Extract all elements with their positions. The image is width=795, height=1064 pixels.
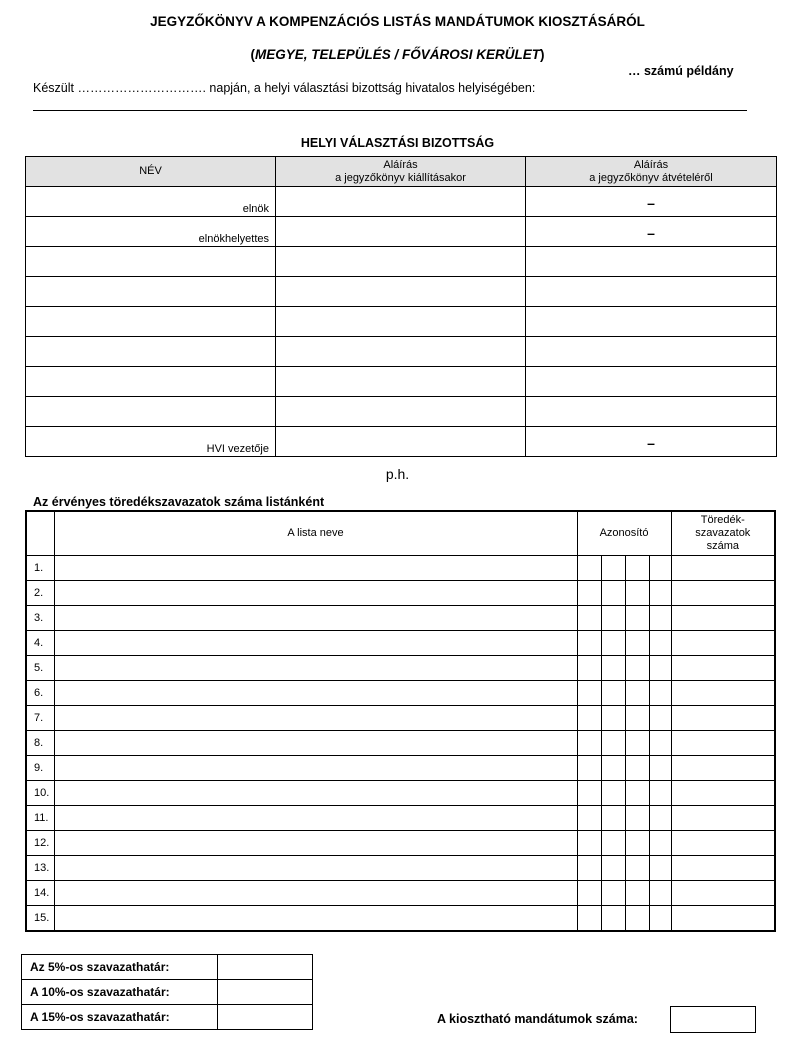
fragment-votes-cell[interactable] — [671, 581, 775, 606]
id-digit-cell[interactable] — [625, 806, 649, 831]
id-digit-cell[interactable] — [601, 806, 625, 831]
col-list-name-header: A lista neve — [54, 511, 577, 556]
name-cell[interactable] — [26, 337, 276, 367]
table-row — [26, 856, 775, 881]
signature-cell[interactable] — [276, 217, 526, 247]
signature-cell-na — [526, 187, 777, 217]
threshold-row — [22, 955, 313, 980]
list-name-cell[interactable] — [54, 656, 577, 681]
fragment-votes-cell[interactable] — [671, 856, 775, 881]
threshold-5-value[interactable] — [218, 955, 313, 980]
fragment-votes-cell[interactable] — [671, 606, 775, 631]
threshold-row — [22, 1005, 313, 1030]
fragment-votes-cell[interactable] — [671, 631, 775, 656]
fragment-votes-cell[interactable] — [671, 806, 775, 831]
list-name-cell[interactable] — [54, 706, 577, 731]
list-name-cell[interactable] — [54, 906, 577, 932]
table-row — [26, 217, 777, 247]
id-digit-cell[interactable] — [625, 756, 649, 781]
id-digit-cell[interactable] — [601, 881, 625, 906]
signature-cell[interactable] — [276, 337, 526, 367]
id-digit-cell[interactable] — [649, 731, 671, 756]
id-digit-cell[interactable] — [601, 606, 625, 631]
signature-cell-na — [526, 427, 777, 457]
table-row — [26, 556, 775, 581]
col-sign-receipt-header: Aláírás a jegyzőkönyv átvételéről — [526, 157, 777, 187]
id-digit-cell[interactable] — [625, 906, 649, 932]
id-digit-cell[interactable] — [649, 706, 671, 731]
id-digit-cell[interactable] — [577, 556, 601, 581]
name-cell[interactable] — [26, 247, 276, 277]
id-digit-cell[interactable] — [649, 606, 671, 631]
id-digit-cell[interactable] — [577, 631, 601, 656]
col-fragment-votes-header: Töredék- szavazatok száma — [671, 511, 775, 556]
id-digit-cell[interactable] — [577, 681, 601, 706]
table-row — [26, 831, 775, 856]
name-cell[interactable] — [26, 217, 276, 247]
dash-mark: – — [647, 225, 655, 241]
id-digit-cell[interactable] — [625, 856, 649, 881]
id-digit-cell[interactable] — [625, 556, 649, 581]
table-row — [26, 427, 777, 457]
row-number: 4. — [26, 631, 54, 656]
id-digit-cell[interactable] — [625, 781, 649, 806]
id-digit-cell[interactable] — [649, 881, 671, 906]
votes-table — [25, 510, 776, 932]
table-row — [26, 906, 775, 932]
committee-section-title: HELYI VÁLASZTÁSI BIZOTTSÁG — [300, 136, 495, 150]
signature-cell[interactable] — [526, 367, 777, 397]
mandates-value-box[interactable] — [670, 1006, 756, 1033]
table-row — [26, 581, 775, 606]
signature-cell[interactable] — [276, 427, 526, 457]
list-name-cell[interactable] — [54, 731, 577, 756]
signature-cell[interactable] — [276, 277, 526, 307]
dash-mark: – — [647, 435, 655, 451]
id-digit-cell[interactable] — [649, 906, 671, 932]
role-hvi-label: HVI vezetője — [206, 443, 269, 455]
table-row — [26, 781, 775, 806]
id-digit-cell[interactable] — [601, 756, 625, 781]
fragment-votes-cell[interactable] — [671, 906, 775, 932]
id-digit-cell[interactable] — [649, 556, 671, 581]
id-digit-cell[interactable] — [649, 831, 671, 856]
id-digit-cell[interactable] — [577, 581, 601, 606]
id-digit-cell[interactable] — [649, 581, 671, 606]
id-digit-cell[interactable] — [625, 706, 649, 731]
row-number: 13. — [26, 856, 54, 881]
id-digit-cell[interactable] — [649, 781, 671, 806]
table-row — [26, 756, 775, 781]
id-digit-cell[interactable] — [649, 631, 671, 656]
list-name-cell[interactable] — [54, 606, 577, 631]
row-number: 10. — [26, 781, 54, 806]
copy-number-label: … számú példány — [628, 64, 734, 78]
threshold-10-label: A 10%-os szavazathatár: — [22, 980, 218, 1005]
committee-table — [25, 156, 777, 457]
threshold-row — [22, 980, 313, 1005]
list-name-cell[interactable] — [54, 881, 577, 906]
id-digit-cell[interactable] — [601, 581, 625, 606]
list-name-cell[interactable] — [54, 756, 577, 781]
table-row — [26, 277, 777, 307]
signature-cell[interactable] — [276, 397, 526, 427]
name-cell[interactable] — [26, 277, 276, 307]
id-digit-cell[interactable] — [601, 681, 625, 706]
id-digit-cell[interactable] — [601, 906, 625, 932]
table-row — [26, 731, 775, 756]
id-digit-cell[interactable] — [577, 781, 601, 806]
fragment-votes-cell[interactable] — [671, 731, 775, 756]
document-subtitle: (MEGYE, TELEPÜLÉS / FŐVÁROSI KERÜLET) — [250, 47, 545, 62]
id-digit-cell[interactable] — [625, 631, 649, 656]
row-number: 5. — [26, 656, 54, 681]
row-number: 3. — [26, 606, 54, 631]
list-name-cell[interactable] — [54, 831, 577, 856]
list-name-cell[interactable] — [54, 631, 577, 656]
id-digit-cell[interactable] — [625, 581, 649, 606]
votes-section-title: Az érvényes töredékszavazatok száma listánként — [33, 495, 325, 509]
id-digit-cell[interactable] — [649, 681, 671, 706]
table-row — [26, 681, 775, 706]
id-digit-cell[interactable] — [577, 656, 601, 681]
id-digit-cell[interactable] — [625, 881, 649, 906]
fragment-votes-cell[interactable] — [671, 831, 775, 856]
id-digit-cell[interactable] — [577, 881, 601, 906]
id-digit-cell[interactable] — [601, 631, 625, 656]
id-digit-cell[interactable] — [577, 731, 601, 756]
id-digit-cell[interactable] — [577, 756, 601, 781]
col-sign-issue-header: Aláírás a jegyzőkönyv kiállításakor — [276, 157, 526, 187]
row-number: 12. — [26, 831, 54, 856]
name-cell[interactable] — [26, 307, 276, 337]
fragment-votes-cell[interactable] — [671, 706, 775, 731]
dash-mark: – — [647, 195, 655, 211]
id-digit-cell[interactable] — [625, 681, 649, 706]
list-name-cell[interactable] — [54, 581, 577, 606]
fill-line — [33, 110, 747, 111]
row-number: 14. — [26, 881, 54, 906]
col-name-header: NÉV — [26, 157, 276, 187]
table-row — [26, 656, 775, 681]
row-number: 11. — [26, 806, 54, 831]
signature-cell[interactable] — [526, 247, 777, 277]
list-name-cell[interactable] — [54, 781, 577, 806]
list-name-cell[interactable] — [54, 556, 577, 581]
table-row — [26, 307, 777, 337]
id-digit-cell[interactable] — [601, 856, 625, 881]
table-row — [26, 881, 775, 906]
id-digit-cell[interactable] — [601, 831, 625, 856]
fragment-votes-cell[interactable] — [671, 756, 775, 781]
table-row — [26, 631, 775, 656]
id-digit-cell[interactable] — [601, 556, 625, 581]
signature-cell[interactable] — [526, 277, 777, 307]
table-row — [26, 606, 775, 631]
signature-cell[interactable] — [276, 307, 526, 337]
signature-cell[interactable] — [526, 337, 777, 367]
table-row — [26, 806, 775, 831]
id-digit-cell[interactable] — [601, 706, 625, 731]
threshold-15-label: A 15%-os szavazathatár: — [22, 1005, 218, 1030]
id-digit-cell[interactable] — [601, 781, 625, 806]
name-cell[interactable] — [26, 367, 276, 397]
fragment-votes-cell[interactable] — [671, 881, 775, 906]
row-number: 8. — [26, 731, 54, 756]
list-name-cell[interactable] — [54, 856, 577, 881]
id-digit-cell[interactable] — [649, 856, 671, 881]
table-row — [26, 247, 777, 277]
list-name-cell[interactable] — [54, 681, 577, 706]
id-digit-cell[interactable] — [577, 706, 601, 731]
row-number: 7. — [26, 706, 54, 731]
threshold-5-label: Az 5%-os szavazathatár: — [22, 955, 218, 980]
thresholds-table — [21, 954, 313, 1030]
name-cell[interactable] — [26, 187, 276, 217]
id-digit-cell[interactable] — [649, 806, 671, 831]
table-row — [26, 706, 775, 731]
table-row — [26, 187, 777, 217]
fragment-votes-cell[interactable] — [671, 781, 775, 806]
signature-cell[interactable] — [526, 397, 777, 427]
fragment-votes-cell[interactable] — [671, 656, 775, 681]
id-digit-cell[interactable] — [577, 906, 601, 932]
fragment-votes-cell[interactable] — [671, 681, 775, 706]
row-number: 15. — [26, 906, 54, 932]
id-digit-cell[interactable] — [625, 731, 649, 756]
made-line: Készült …………………………. napján, a helyi választási bizottság hivatalos helyiségében: — [33, 81, 536, 95]
signature-cell[interactable] — [276, 247, 526, 277]
threshold-10-value[interactable] — [218, 980, 313, 1005]
row-number: 1. — [26, 556, 54, 581]
document-title: JEGYZŐKÖNYV A KOMPENZÁCIÓS LISTÁS MANDÁTUMOK KIOSZTÁSÁRÓL — [150, 14, 645, 29]
id-digit-cell[interactable] — [577, 606, 601, 631]
name-cell[interactable] — [26, 397, 276, 427]
signature-cell[interactable] — [276, 367, 526, 397]
row-number: 2. — [26, 581, 54, 606]
signature-cell-na — [526, 217, 777, 247]
role-vice-label: elnökhelyettes — [198, 233, 269, 245]
signature-cell[interactable] — [526, 307, 777, 337]
list-name-cell[interactable] — [54, 806, 577, 831]
id-digit-cell[interactable] — [601, 656, 625, 681]
id-digit-cell[interactable] — [649, 756, 671, 781]
id-digit-cell[interactable] — [601, 731, 625, 756]
id-digit-cell[interactable] — [625, 656, 649, 681]
id-digit-cell[interactable] — [625, 606, 649, 631]
fragment-votes-cell[interactable] — [671, 556, 775, 581]
col-id-header: Azonosító — [577, 511, 671, 556]
id-digit-cell[interactable] — [577, 831, 601, 856]
signature-cell[interactable] — [276, 187, 526, 217]
row-number: 9. — [26, 756, 54, 781]
name-cell[interactable] — [26, 427, 276, 457]
table-row — [26, 397, 777, 427]
id-digit-cell[interactable] — [577, 806, 601, 831]
role-chair-label: elnök — [242, 203, 269, 215]
row-number-header — [26, 511, 54, 556]
id-digit-cell[interactable] — [577, 856, 601, 881]
id-digit-cell[interactable] — [625, 831, 649, 856]
id-digit-cell[interactable] — [649, 656, 671, 681]
table-row — [26, 367, 777, 397]
stamp-label: p.h. — [385, 466, 410, 482]
table-row — [26, 337, 777, 367]
row-number: 6. — [26, 681, 54, 706]
threshold-15-value[interactable] — [218, 1005, 313, 1030]
mandates-label: A kiosztható mandátumok száma: — [437, 1012, 638, 1026]
